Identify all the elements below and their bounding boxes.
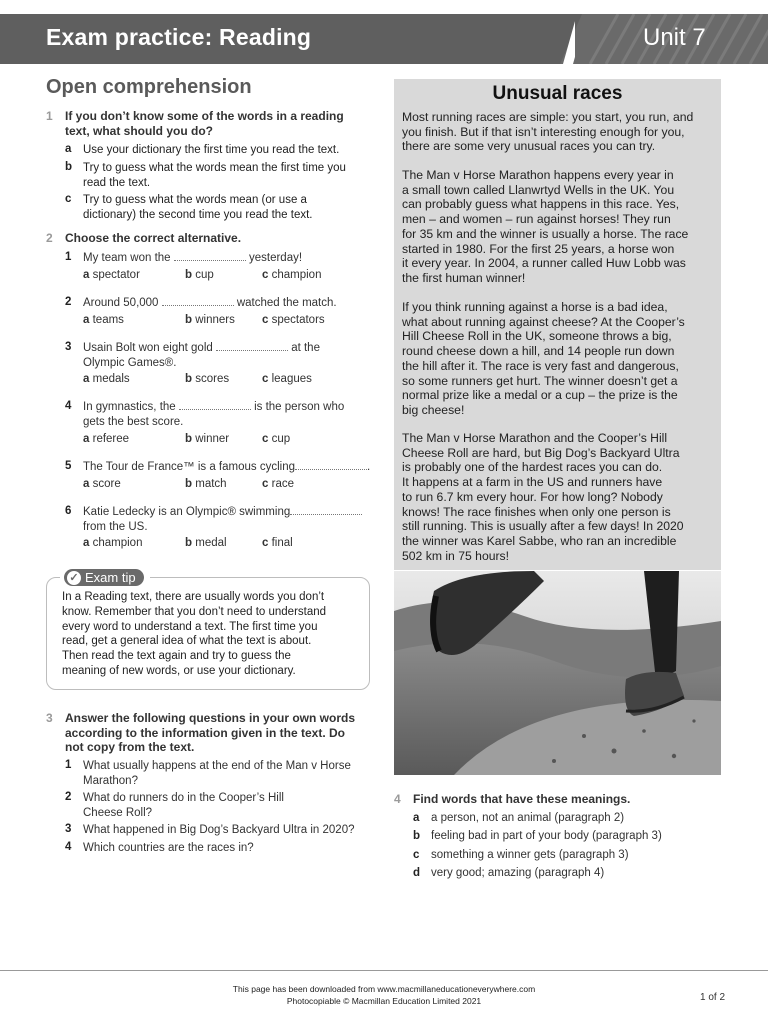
q2-item-1-choice-a[interactable]: a spectator xyxy=(83,269,140,281)
page-number: 1 of 2 xyxy=(700,992,726,1003)
article-paragraph-4: The Man v Horse Marathon and the Cooper’s Hill Cheese Roll are hard, but Big Dog’s Backyard Ultra is probably one of the hardest races you can do. It happens at a farm in the US and runners have to run 6.7 km every hour. For how long? Nobody knows! The race finishes when only one person is still running. This is usually after a few days! In 2020 the winner was Karel Sabbe, who ran an incredible 502 km in 75 hours! xyxy=(402,431,684,563)
q2-item-2-choice-b[interactable]: b winners xyxy=(185,314,235,326)
q2-item-2-sentence: Around 50,000 watched the match. xyxy=(83,297,337,309)
page-header xyxy=(0,14,768,64)
q2-item-4-choice-c[interactable]: c cup xyxy=(262,433,291,445)
exam-tip-text: In a Reading text, there are usually words you don’t know. Remember that you don’t need to understand every word to understand a text. The first time you read, get a general idea of what the text is about. Then read the text again and try to guess the meaning of new words, or use your dictionary. xyxy=(62,591,327,677)
q4-item-b: feeling bad in part of your body (paragraph 3) xyxy=(431,830,662,842)
q2-item-1-choice-c[interactable]: c champion xyxy=(262,269,322,281)
q3-item-4-number: 4 xyxy=(65,841,72,853)
q2-item-2-choice-c[interactable]: c spectators xyxy=(262,314,325,326)
q4-item-c-letter: c xyxy=(413,849,420,861)
q4-item-d-letter: d xyxy=(413,867,421,879)
footer-copyright: Photocopiable © Macmillan Education Limited 2021 xyxy=(286,996,482,1006)
q2-item-3-number: 3 xyxy=(65,341,72,353)
q4-item-a: a person, not an animal (paragraph 2) xyxy=(431,812,625,824)
q2-item-1-sentence: My team won the yesterday! xyxy=(83,252,303,264)
q1-option-b: Try to guess what the words mean the first time you read the text. xyxy=(83,162,346,189)
q2-item-4-sentence: In gymnastics, the is the person who gets the best score. xyxy=(83,401,345,428)
q3-item-2-number: 2 xyxy=(65,791,72,803)
question-1-line-1: If you don’t know some of the words in a reading xyxy=(65,109,344,123)
article-paragraph-1: Most running races are simple: you start, you run, and you finish. But if that isn’t interesting enough for you, there are some very unusual races you can try. xyxy=(402,110,694,154)
q2-item-4-choice-b[interactable]: b winner xyxy=(185,433,230,445)
answer-blank[interactable] xyxy=(290,505,362,515)
q1-option-a-letter: a xyxy=(65,143,72,155)
answer-blank[interactable] xyxy=(295,460,367,470)
article-title: Unusual races xyxy=(492,83,623,104)
q2-item-2-choice-a[interactable]: a teams xyxy=(83,314,124,326)
q2-item-5-choice-b[interactable]: b match xyxy=(185,478,227,490)
q2-item-3-sentence: Usain Bolt won eight gold at the Olympic Games®. xyxy=(83,342,320,369)
runner-illustration xyxy=(394,571,721,775)
question-2-text: Choose the correct alternative. xyxy=(65,231,242,245)
q3-item-3: What happened in Big Dog’s Backyard Ultra in 2020? xyxy=(83,824,355,836)
exam-tip-title: Exam tip xyxy=(85,570,136,585)
q4-item-c: something a winner gets (paragraph 3) xyxy=(431,849,629,861)
question-1-text xyxy=(65,109,344,138)
q2-item-6-sentence: Katie Ledecky is an Olympic® swimming from the US. xyxy=(83,505,362,534)
q1-option-c: Try to guess what the words mean (or use a dictionary) the second time you read the text. xyxy=(83,194,313,221)
question-4-number: 4 xyxy=(394,792,401,806)
q2-item-1-choice-b[interactable]: b cup xyxy=(185,269,214,281)
q4-item-b-letter: b xyxy=(413,830,421,842)
question-2-number: 2 xyxy=(46,231,53,245)
check-icon: ✓ xyxy=(67,571,81,585)
q2-item-4-number: 4 xyxy=(65,400,72,412)
q3-item-3-number: 3 xyxy=(65,823,72,835)
q1-option-c-letter: c xyxy=(65,193,72,205)
q2-item-1-number: 1 xyxy=(65,251,72,263)
q1-option-a: Use your dictionary the first time you read the text. xyxy=(83,144,340,156)
page-title: Exam practice: Reading xyxy=(46,24,312,50)
question-3-number: 3 xyxy=(46,711,53,725)
question-1-line-2: text, what should you do? xyxy=(65,123,213,138)
question-1-number: 1 xyxy=(46,109,53,123)
q2-item-2-number: 2 xyxy=(65,296,72,308)
q4-item-a-letter: a xyxy=(413,812,420,824)
q2-item-3-choice-c[interactable]: c leagues xyxy=(262,373,312,385)
q2-item-6-number: 6 xyxy=(65,505,72,517)
q2-item-3-choice-a[interactable]: a medals xyxy=(83,373,130,385)
exam-tip-pill xyxy=(64,569,144,586)
q4-item-d: very good; amazing (paragraph 4) xyxy=(431,867,605,879)
answer-blank[interactable] xyxy=(216,341,288,351)
section-title: Open comprehension xyxy=(46,76,252,98)
q2-item-6-choice-a[interactable]: a champion xyxy=(83,537,143,549)
runner-photo xyxy=(394,571,721,775)
q3-item-4: Which countries are the races in? xyxy=(83,842,254,854)
q2-item-4-choice-a[interactable]: a referee xyxy=(83,433,130,445)
article-paragraph-3: If you think running against a horse is a bad idea, what about running against cheese? At the Cooper’s Hill Cheese Roll in the UK, someone throws a big, round cheese down a hill, and 14 people run down the hill after it. The race is very fast and dangerous, so some runners get hurt. The winner doesn’t get a normal prize like a medal or a cup – the prize is the big cheese! xyxy=(402,300,685,417)
q2-item-5-choice-c[interactable]: c race xyxy=(262,478,294,490)
q2-item-6-choice-c[interactable]: c final xyxy=(262,537,293,549)
q2-item-3-choice-b[interactable]: b scores xyxy=(185,373,230,385)
answer-blank[interactable] xyxy=(174,251,246,261)
unit-label: Unit 7 xyxy=(643,24,706,51)
footer-divider xyxy=(0,970,768,971)
q2-item-5-choice-a[interactable]: a score xyxy=(83,478,121,490)
q2-item-5-sentence: The Tour de France™ is a famous cycling . xyxy=(83,461,371,473)
footer-download-note: This page has been downloaded from www.macmillaneducationeverywhere.com xyxy=(232,984,536,994)
answer-blank[interactable] xyxy=(179,400,251,410)
q2-item-6-choice-b[interactable]: b medal xyxy=(185,537,227,549)
exam-tip-label xyxy=(60,569,150,586)
q2-item-5-number: 5 xyxy=(65,460,72,472)
answer-blank[interactable] xyxy=(162,296,234,306)
article-paragraph-2: The Man v Horse Marathon happens every year in a small town called Llanwrtyd Wells in the UK. You can probably guess what happens in this race. Yes, men – and women – run against horses! They run for 35 km and the winner is usually a horse. The race started in 1980. For the first 25 years, a horse won it every year. In 2004, a runner called Huw Lobb was the first human winner! xyxy=(402,168,689,285)
question-4-text: Find words that have these meanings. xyxy=(413,792,631,806)
q3-item-1: What usually happens at the end of the Man v Horse Marathon? xyxy=(83,760,351,787)
q1-option-b-letter: b xyxy=(65,161,73,173)
question-3-text: Answer the following questions in your own words according to the information given in the text. Do not copy from the text. xyxy=(65,711,356,755)
q3-item-1-number: 1 xyxy=(65,759,72,771)
q3-item-2: What do runners do in the Cooper’s Hill Cheese Roll? xyxy=(83,792,284,819)
